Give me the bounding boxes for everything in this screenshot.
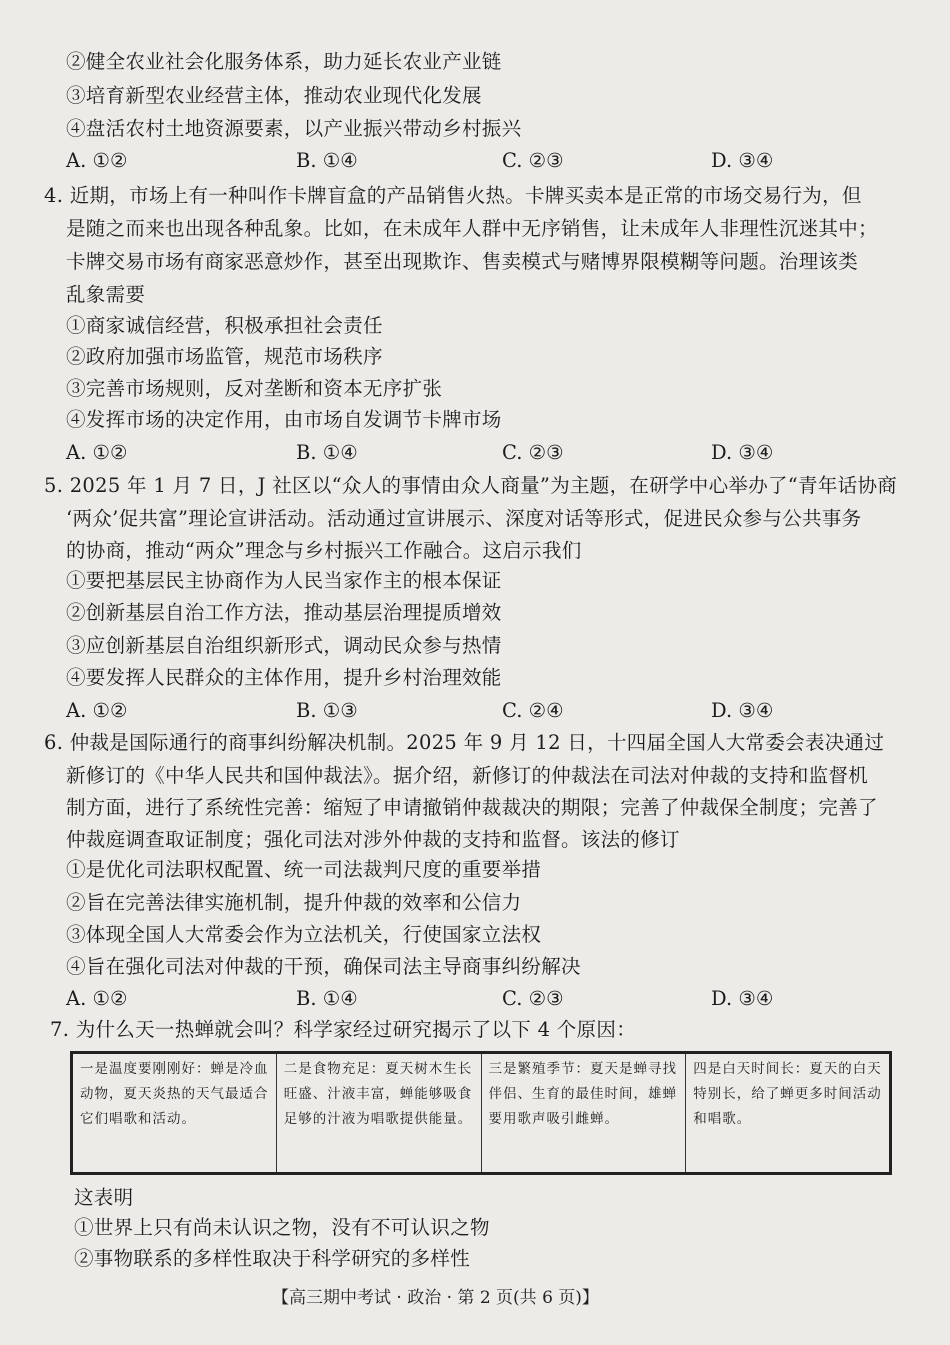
q6-stem-line: 新修订的《中华人民共和国仲裁法》。据介绍，新修订的仲裁法在司法对仲裁的支持和监督机: [66, 764, 869, 787]
q6-choices: [66, 985, 886, 1013]
q6-stem-line: 制方面，进行了系统性完善：缩短了申请撤销仲裁裁决的期限；完善了仲裁保全制度；完善了: [66, 796, 878, 819]
q5-stem-line: ‘两众’促共富”理论宣讲活动。活动通过宣讲展示、深度对话等形式，促进民众参与公共事务: [66, 507, 862, 530]
q6-option-3: ③体现全国人大常委会作为立法机关，行使国家立法权: [66, 923, 542, 946]
choice-a: A. ①②: [66, 441, 128, 464]
q6-stem-line: 仲裁庭调查取证制度；强化司法对涉外仲裁的支持和监督。该法的修订: [66, 828, 680, 851]
q4-choices: [66, 439, 886, 467]
q4-stem-line: 4. 近期，市场上有一种叫作卡牌盲盒的产品销售火热。卡牌买卖本是正常的市场交易行为，但: [44, 184, 862, 207]
q4-stem-line: 是随之而来也出现各种乱象。比如，在未成年人群中无序销售，让未成年人非理性沉迷其中；: [66, 217, 878, 240]
q5-stem-line: 的协商，推动“两众”理念与乡村振兴工作融合。这启示我们: [66, 539, 582, 562]
choice-c: C. ②③: [502, 441, 564, 464]
q6-option-2: ②旨在完善法律实施机制，提升仲裁的效率和公信力: [66, 891, 522, 914]
page-footer: 【高三期中考试 · 政治 · 第 2 页(共 6 页)】: [272, 1288, 599, 1308]
prev-choices: [66, 147, 886, 175]
q5-option-4: ④要发挥人民群众的主体作用，提升乡村治理效能: [66, 666, 502, 689]
q5-option-2: ②创新基层自治工作方法，推动基层治理提质增效: [66, 601, 502, 624]
choice-c: C. ②④: [502, 699, 564, 722]
choice-a: A. ①②: [66, 149, 128, 172]
q5-choices: [66, 697, 886, 725]
q5-option-1: ①要把基层民主协商作为人民当家作主的根本保证: [66, 569, 502, 592]
prev-option-3: ③培育新型农业经营主体，推动农业现代化发展: [66, 84, 482, 107]
prev-option-4: ④盘活农村土地资源要素，以产业振兴带动乡村振兴: [66, 117, 522, 140]
choice-a: A. ①②: [66, 699, 128, 722]
reasons-table: [70, 1051, 892, 1175]
q6-option-4: ④旨在强化司法对仲裁的干预，确保司法主导商事纠纷解决: [66, 955, 581, 978]
choice-b: B. ①③: [296, 699, 358, 722]
choice-b: B. ①④: [296, 987, 358, 1010]
reason-cell-3: 三是繁殖季节：夏天是蝉寻找伴侣、生育的最佳时间，雄蝉要用歌声吸引雌蝉。: [481, 1053, 686, 1174]
reason-cell-2: 二是食物充足：夏天树木生长旺盛、汁液丰富，蝉能够吸食足够的汁液为唱歌提供能量。: [276, 1053, 481, 1174]
q7-option-2: ②事物联系的多样性取决于科学研究的多样性: [74, 1247, 471, 1270]
choice-c: C. ②③: [502, 987, 564, 1010]
q5-option-3: ③应创新基层自治组织新形式，调动民众参与热情: [66, 634, 502, 657]
q4-option-2: ②政府加强市场监管，规范市场秩序: [66, 345, 383, 368]
q7-option-1: ①世界上只有尚未认识之物，没有不可认识之物: [74, 1216, 490, 1239]
q6-option-1: ①是优化司法职权配置、统一司法裁判尺度的重要举措: [66, 858, 542, 881]
choice-c: C. ②③: [502, 149, 564, 172]
q7-stem-line: 7. 为什么天一热蝉就会叫？科学家经过研究揭示了以下 4 个原因：: [50, 1018, 637, 1041]
reason-cell-4: 四是白天时间长：夏天的白天特别长，给了蝉更多时间活动和唱歌。: [686, 1053, 891, 1174]
choice-b: B. ①④: [296, 441, 358, 464]
q4-stem-line: 卡牌交易市场有商家恶意炒作，甚至出现欺诈、售卖模式与赌博界限模糊等问题。治理该类: [66, 250, 859, 273]
prev-option-2: ②健全农业社会化服务体系，助力延长农业产业链: [66, 50, 502, 73]
reason-cell-1: 一是温度要刚刚好：蝉是冷血动物，夏天炎热的天气最适合它们唱歌和活动。: [72, 1053, 277, 1174]
q4-option-1: ①商家诚信经营，积极承担社会责任: [66, 314, 383, 337]
choice-d: D. ③④: [711, 441, 774, 464]
q7-lead: 这表明: [74, 1186, 134, 1209]
choice-d: D. ③④: [711, 149, 774, 172]
q4-option-4: ④发挥市场的决定作用，由市场自发调节卡牌市场: [66, 408, 502, 431]
q6-stem-line: 6. 仲裁是国际通行的商事纠纷解决机制。2025 年 9 月 12 日，十四届全国人大常委会表决通过: [44, 731, 885, 754]
q4-stem-line: 乱象需要: [66, 283, 146, 306]
choice-d: D. ③④: [711, 987, 774, 1010]
choice-b: B. ①④: [296, 149, 358, 172]
choice-d: D. ③④: [711, 699, 774, 722]
q4-option-3: ③完善市场规则，反对垄断和资本无序扩张: [66, 377, 443, 400]
q5-stem-line: 5. 2025 年 1 月 7 日，J 社区以“众人的事情由众人商量”为主题，在研学中心举办了“青年话协商: [44, 474, 898, 497]
choice-a: A. ①②: [66, 987, 128, 1010]
